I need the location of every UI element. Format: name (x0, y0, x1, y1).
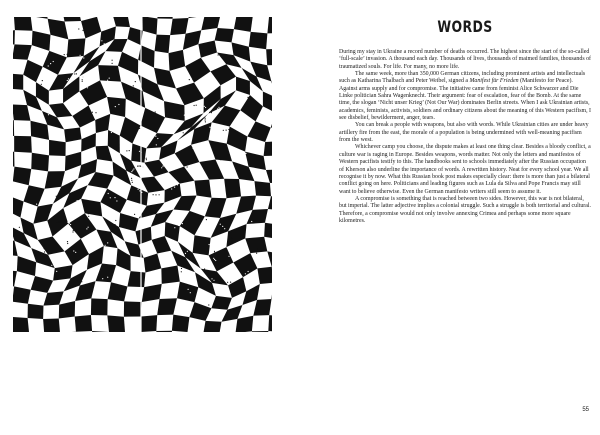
stipple-dot (208, 304, 209, 305)
stipple-dot (70, 224, 71, 225)
stipple-dot (112, 60, 113, 61)
checker-cell (157, 17, 173, 19)
stipple-dot (231, 241, 232, 242)
stipple-dot (198, 218, 199, 219)
stipple-dot (207, 50, 208, 51)
stipple-dot (89, 63, 90, 64)
stipple-dot (144, 166, 145, 167)
stipple-dot (44, 251, 45, 252)
stipple-dot (131, 178, 132, 179)
stipple-dot (129, 150, 130, 151)
stipple-dot (104, 43, 105, 44)
stipple-dot (78, 234, 79, 235)
stipple-dot (67, 222, 68, 223)
checker-cell (161, 265, 180, 283)
stipple-dot (204, 270, 205, 271)
stipple-dot (206, 113, 207, 114)
stipple-dot (185, 170, 186, 171)
stipple-dot (118, 104, 119, 105)
stipple-dot (146, 158, 147, 159)
stipple-dot (101, 40, 102, 41)
stipple-dot (239, 71, 240, 72)
stipple-dot (72, 279, 73, 280)
stipple-dot (131, 180, 132, 181)
stipple-dot (241, 119, 242, 120)
stipple-dot (133, 168, 134, 169)
stipple-dot (219, 95, 220, 96)
stipple-dot (81, 281, 82, 282)
stipple-dot (184, 115, 185, 116)
stipple-dot (190, 292, 191, 293)
stipple-dot (115, 220, 116, 221)
checker-cell (124, 301, 142, 316)
checker-cell (215, 28, 234, 42)
stipple-dot (50, 63, 51, 64)
stipple-dot (206, 219, 207, 220)
stipple-dot (80, 55, 81, 56)
stipple-dot (192, 79, 193, 80)
stipple-dot (78, 28, 79, 29)
stipple-dot (70, 233, 71, 234)
stipple-dot (88, 213, 89, 214)
stipple-dot (88, 216, 89, 217)
stipple-dot (220, 224, 221, 225)
stipple-dot (223, 260, 224, 261)
stipple-dot (251, 221, 252, 222)
stipple-dot (95, 112, 96, 113)
stipple-dot (75, 252, 76, 253)
stipple-dot (182, 223, 183, 224)
stipple-dot (232, 243, 233, 244)
stipple-dot (228, 256, 229, 257)
stipple-dot (44, 245, 45, 246)
stipple-dot (197, 243, 198, 244)
checker-cell (31, 153, 49, 172)
stipple-dot (236, 67, 237, 68)
stipple-dot (241, 75, 242, 76)
stipple-dot (74, 104, 75, 105)
stipple-dot (138, 189, 139, 190)
stipple-dot (213, 258, 214, 259)
manifesto-title: Manifest für Frieden (469, 78, 519, 85)
stipple-dot (205, 107, 206, 108)
stipple-dot (68, 234, 69, 235)
checker-cell (28, 304, 44, 319)
stipple-dot (222, 226, 223, 227)
stipple-dot (115, 130, 116, 131)
text-page (339, 17, 591, 422)
stipple-dot (157, 138, 158, 139)
stipple-dot (227, 282, 228, 283)
checker-cell (98, 65, 121, 82)
stipple-dot (159, 194, 160, 195)
stipple-dot (114, 224, 115, 225)
stipple-dot (248, 271, 249, 272)
stipple-dot (195, 150, 196, 151)
stipple-dot (230, 282, 231, 283)
stipple-dot (114, 197, 115, 198)
stipple-dot (205, 119, 206, 120)
stipple-dot (192, 148, 193, 149)
stipple-dot (212, 256, 213, 257)
stipple-dot (216, 158, 217, 159)
checker-cell (107, 315, 125, 332)
stipple-dot (226, 130, 227, 131)
stipple-dot (199, 243, 200, 244)
stipple-dot (69, 54, 70, 55)
stipple-dot (51, 265, 52, 266)
stipple-dot (44, 106, 45, 107)
stipple-dot (47, 230, 48, 231)
stipple-dot (58, 221, 59, 222)
stipple-dot (213, 129, 214, 130)
stipple-dot (76, 73, 77, 74)
stipple-dot (155, 111, 156, 112)
stipple-dot (211, 278, 212, 279)
checker-cell (127, 271, 145, 287)
stipple-dot (56, 222, 57, 223)
stipple-dot (88, 253, 89, 254)
stipple-dot (126, 150, 127, 151)
stipple-dot (89, 67, 90, 68)
stipple-dot (154, 173, 155, 174)
stipple-dot (53, 61, 54, 62)
stipple-dot (245, 273, 246, 274)
stipple-dot (211, 112, 212, 113)
stipple-dot (209, 83, 210, 84)
stipple-dot (256, 253, 257, 254)
stipple-dot (223, 130, 224, 131)
stipple-dot (187, 251, 188, 252)
checker-cell (43, 318, 60, 332)
stipple-dot (213, 280, 214, 281)
stipple-dot (133, 85, 134, 86)
stipple-dot (238, 121, 239, 122)
stipple-dot (156, 144, 157, 145)
paragraph-1: During my stay in Ukraine a record number of deaths occurred. The highest since the start of the so-called ‘full-scale’ invasion. A thousand each day. Thousands of lives, thousands of maimed families, thousands of traumatized souls. For life. For many, no more life. (339, 49, 591, 70)
stipple-dot (204, 268, 205, 269)
stipple-dot (207, 111, 208, 112)
stipple-dot (161, 167, 162, 168)
stipple-dot (162, 166, 163, 167)
stipple-dot (88, 227, 89, 228)
stipple-dot (96, 88, 97, 89)
stipple-dot (162, 243, 163, 244)
stipple-dot (248, 93, 249, 94)
stipple-dot (257, 249, 258, 250)
checker-cell (257, 267, 272, 284)
stipple-dot (116, 158, 117, 159)
op-art-illustration (13, 17, 272, 332)
stipple-dot (219, 97, 220, 98)
stipple-dot (111, 132, 112, 133)
checker-cell (224, 179, 241, 199)
stipple-dot (66, 93, 67, 94)
stipple-dot (153, 194, 154, 195)
stipple-dot (86, 86, 87, 87)
paragraph-2 (339, 71, 591, 122)
paragraph-5: A compromise is something that is reached between two sides. However, this war is not bilateral, but imperial. The latter adjective implies a colonial struggle. Such a struggle is both territorial and cultural. Therefore, a compromise would not only involve annexing Crimea and perhaps some more square kilometres. (339, 195, 591, 224)
stipple-dot (209, 112, 210, 113)
stipple-dot (64, 54, 65, 55)
stipple-dot (185, 112, 186, 113)
stipple-dot (145, 165, 146, 166)
stipple-dot (205, 260, 206, 261)
stipple-dot (217, 108, 218, 109)
stipple-dot (76, 106, 77, 107)
checker-cell (13, 317, 29, 332)
checker-cell (254, 181, 271, 196)
stipple-dot (132, 182, 133, 183)
stipple-dot (139, 165, 140, 166)
stipple-dot (48, 65, 49, 66)
checker-cell (155, 35, 171, 54)
stipple-dot (211, 256, 212, 257)
stipple-dot (204, 106, 205, 107)
stipple-dot (48, 114, 49, 115)
stipple-dot (82, 75, 83, 76)
stipple-dot (115, 106, 116, 107)
stipple-dot (134, 214, 135, 215)
stipple-dot (243, 116, 244, 117)
stipple-dot (73, 230, 74, 231)
stipple-dot (152, 173, 153, 174)
stipple-dot (67, 80, 68, 81)
stipple-dot (92, 112, 93, 113)
stipple-dot (194, 105, 195, 106)
checker-cell (194, 180, 211, 198)
checker-cell (141, 315, 157, 332)
stipple-dot (49, 228, 50, 229)
stipple-dot (116, 200, 117, 201)
checker-cell (14, 17, 33, 31)
stipple-dot (77, 200, 78, 201)
stipple-dot (40, 88, 41, 89)
stipple-dot (164, 151, 165, 152)
stipple-dot (174, 227, 175, 228)
stipple-dot (182, 129, 183, 130)
stipple-dot (108, 193, 109, 194)
checker-cell (249, 32, 268, 49)
stipple-dot (46, 110, 47, 111)
stipple-dot (107, 80, 108, 81)
stipple-dot (181, 271, 182, 272)
checker-cell (75, 315, 92, 332)
page-number: 55 (582, 407, 589, 413)
stipple-dot (56, 271, 57, 272)
stipple-dot (178, 225, 179, 226)
stipple-dot (69, 223, 70, 224)
stipple-dot (109, 179, 110, 180)
stipple-dot (214, 259, 215, 260)
stipple-dot (188, 162, 189, 163)
checker-cell (172, 315, 190, 332)
stipple-dot (185, 253, 186, 254)
stipple-dot (250, 151, 251, 152)
stipple-dot (214, 252, 215, 253)
stipple-dot (209, 127, 210, 128)
stipple-dot (230, 254, 231, 255)
checker-cell (193, 235, 211, 255)
stipple-dot (215, 260, 216, 261)
stipple-dot (110, 197, 111, 198)
stipple-dot (212, 306, 213, 307)
stipple-dot (245, 153, 246, 154)
stipple-dot (74, 73, 75, 74)
stipple-dot (59, 196, 60, 197)
stipple-dot (187, 166, 188, 167)
stipple-dot (19, 227, 20, 228)
stipple-dot (72, 231, 73, 232)
stipple-dot (46, 233, 47, 234)
stipple-dot (142, 166, 143, 167)
stipple-dot (141, 152, 142, 153)
stipple-dot (202, 218, 203, 219)
stipple-dot (211, 128, 212, 129)
stipple-dot (144, 171, 145, 172)
checker-cell (13, 74, 23, 90)
paragraph-2-text-a: The same week, more than 350,000 German citizens, including prominent artists and intellectuals such as Katharina Thalbach and Peter Weibel, signed a (339, 71, 586, 85)
stipple-dot (141, 192, 142, 193)
stipple-dot (32, 206, 33, 207)
stipple-dot (131, 171, 132, 172)
stipple-dot (205, 118, 206, 119)
stipple-dot (220, 159, 221, 160)
stipple-dot (36, 204, 37, 205)
stipple-dot (135, 127, 136, 128)
stipple-dot (135, 81, 136, 82)
stipple-dot (211, 84, 212, 85)
stipple-dot (132, 170, 133, 171)
stipple-dot (253, 225, 254, 226)
stipple-dot (67, 243, 68, 244)
checker-cell (91, 298, 108, 315)
stipple-dot (155, 136, 156, 137)
stipple-dot (222, 261, 223, 262)
paragraph-4: Whichever camp you choose, the dispute makes at least one thing clear. Besides a bloody conflict, a culture war is raging in Europe. Besides weapons, words matter. Not only the letters and manifestos of Western pacifists testify to this. The handbooks sent to schools immediately after the Russian occupation of Kherson also underline the importance of words. A rewritten history. Neat for every school year. We all recognise it by now. What this Russian book post makes especially clear: there is more than just a bilateral conflict going on here. Politicians and leading figures such as Lula da Silva and Pope Francis may still want to believe otherwise. Even the German manifesto writers still seem to assume it. (339, 144, 591, 195)
stipple-dot (139, 190, 140, 191)
checker-cell (49, 140, 66, 156)
stipple-dot (213, 52, 214, 53)
stipple-dot (79, 202, 80, 203)
stipple-dot (68, 78, 69, 79)
stipple-dot (139, 128, 140, 129)
stipple-dot (77, 280, 78, 281)
stipple-dot (140, 166, 141, 167)
stipple-dot (206, 259, 207, 260)
stipple-dot (105, 245, 106, 246)
stipple-dot (80, 233, 81, 234)
stipple-dot (107, 277, 108, 278)
stipple-dot (82, 30, 83, 31)
stipple-dot (91, 253, 92, 254)
stipple-dot (82, 76, 83, 77)
stipple-dot (209, 244, 210, 245)
stipple-dot (41, 84, 42, 85)
stipple-dot (220, 261, 221, 262)
stipple-dot (109, 175, 110, 176)
stipple-dot (153, 116, 154, 117)
stipple-dot (109, 78, 110, 79)
stipple-dot (87, 87, 88, 88)
stipple-dot (224, 228, 225, 229)
stipple-dot (155, 194, 156, 195)
stipple-dot (177, 184, 178, 185)
stipple-dot (231, 252, 232, 253)
stipple-dot (53, 268, 54, 269)
stipple-dot (88, 74, 89, 75)
stipple-dot (67, 54, 68, 55)
stipple-dot (196, 105, 197, 106)
stipple-dot (112, 63, 113, 64)
stipple-dot (66, 91, 67, 92)
stipple-dot (44, 248, 45, 249)
stipple-dot (86, 228, 87, 229)
stipple-dot (247, 101, 248, 102)
stipple-dot (189, 79, 190, 80)
stipple-dot (167, 90, 168, 91)
stipple-dot (114, 160, 115, 161)
stipple-dot (82, 81, 83, 82)
stipple-dot (89, 73, 90, 74)
checker-cell (203, 321, 221, 332)
page-title: WORDS (437, 17, 493, 36)
stipple-dot (102, 278, 103, 279)
stipple-dot (228, 129, 229, 130)
stipple-dot (210, 245, 211, 246)
stipple-dot (98, 87, 99, 88)
paragraph-2-text-b: (Manifesto for Peace). Against arms supply and for compromise. The initiative came from feminist Alice Schwarzer and Die Linke politician Sahra Wagenknecht. Their argument: fear of escalation, fear of the Bomb. At the same time, the slogan ‘Nicht unser Krieg’ (Not Our War) dominates Berlin streets. When I ask Ukrainian artists, academics, feminists, activists, soldiers and ordinary citizens about the meaning of this Western pacifism, I see disbelief, bewilderment, anger, tears. (339, 78, 591, 122)
stipple-dot (205, 121, 206, 122)
checker-cell (170, 18, 188, 35)
stipple-dot (188, 289, 189, 290)
stipple-dot (82, 56, 83, 57)
stipple-dot (107, 242, 108, 243)
stipple-dot (218, 107, 219, 108)
stipple-dot (183, 132, 184, 133)
stipple-dot (89, 65, 90, 66)
stipple-dot (170, 88, 171, 89)
stipple-dot (83, 57, 84, 58)
stipple-dot (139, 151, 140, 152)
stipple-dot (231, 238, 232, 239)
stipple-dot (164, 154, 165, 155)
checkerboard-illustration (13, 17, 272, 332)
stipple-dot (181, 268, 182, 269)
stipple-dot (146, 172, 147, 173)
stipple-dot (214, 251, 215, 252)
stipple-dot (60, 221, 61, 222)
stipple-dot (73, 250, 74, 251)
stipple-dot (82, 79, 83, 80)
stipple-dot (67, 241, 68, 242)
stipple-dot (218, 54, 219, 55)
stipple-dot (56, 196, 57, 197)
checker-cell (14, 136, 32, 153)
stipple-dot (247, 97, 248, 98)
stipple-dot (17, 231, 18, 232)
stipple-dot (73, 228, 74, 229)
stipple-dot (42, 80, 43, 81)
stipple-dot (86, 75, 87, 76)
stipple-dot (146, 159, 147, 160)
paragraph-3: You can break a people with weapons, but also with words. While Ukrainian cities are under heavy artillery fire from the east, the morale of a population is being undermined with well-meaning pacifism from the west. (339, 122, 589, 144)
stipple-dot (174, 187, 175, 188)
stipple-dot (137, 166, 138, 167)
stipple-dot (171, 188, 172, 189)
